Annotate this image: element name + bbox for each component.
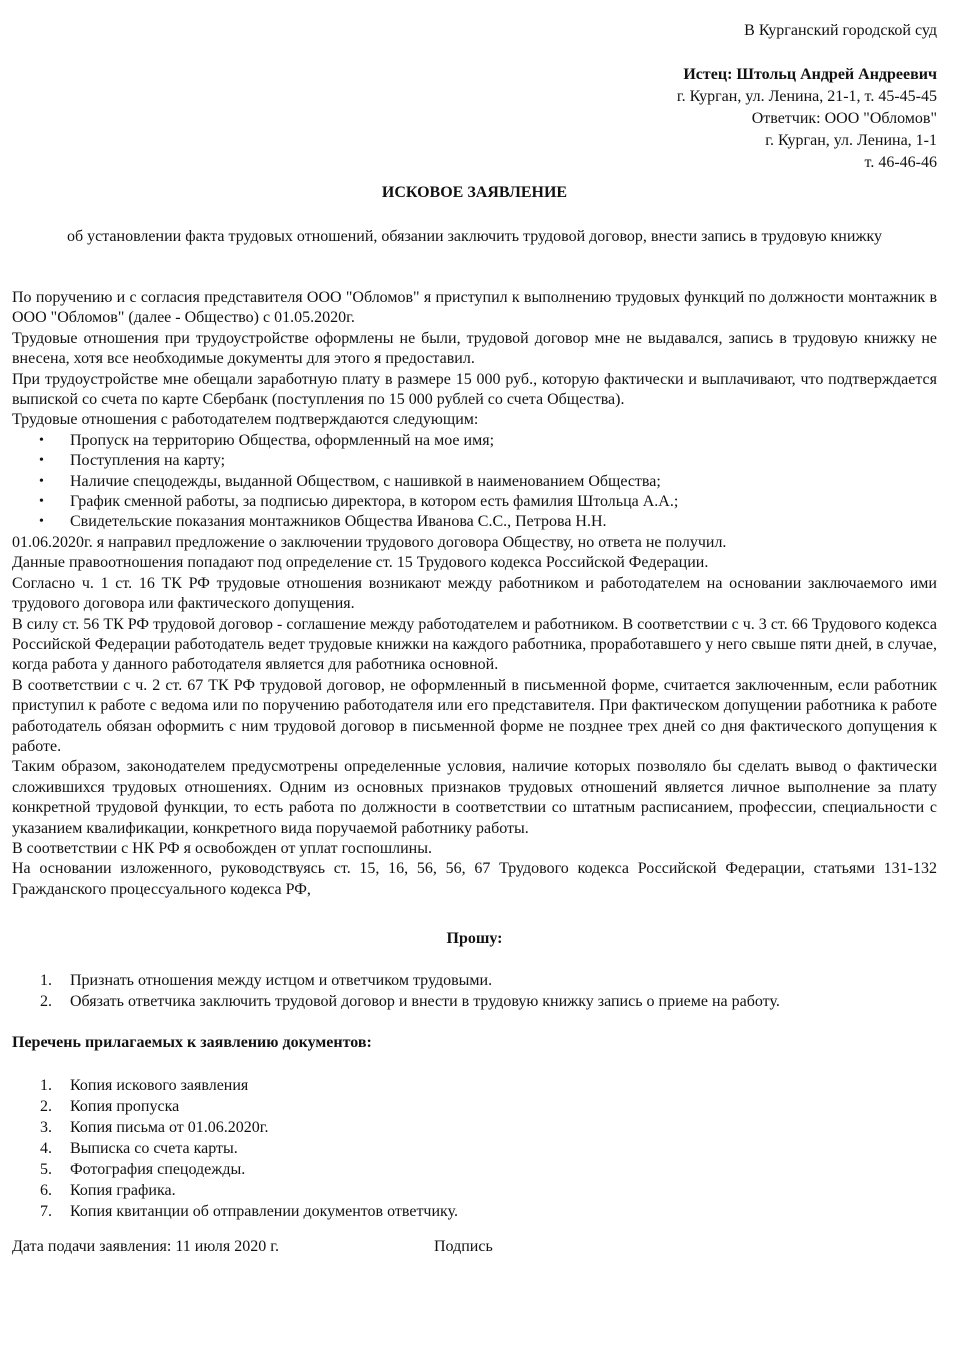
bullet-icon: • <box>39 453 44 469</box>
list-item: 4. Выписка со счета карты. <box>40 1140 238 1157</box>
claim-body <box>12 288 937 900</box>
request-list <box>12 970 937 1012</box>
paragraph: 01.06.2020г. я направил предложение о заключении трудового договора Обществу, но ответа не получил. <box>12 533 727 551</box>
defendant-phone: т. 46-46-46 <box>864 154 937 171</box>
document-title: ИСКОВОЕ ЗАЯВЛЕНИЕ <box>381 184 568 201</box>
list-item: • Свидетельские показания монтажников Общества Иванова С.С., Петрова Н.Н. <box>12 512 937 532</box>
plaintiff-address: г. Курган, ул. Ленина, 21-1, т. 45-45-45 <box>676 88 937 105</box>
paragraph: В соответствии с ч. 2 ст. 67 ТК РФ трудовой договор, не оформленный в письменной форме, считается заключенным, если работник приступил к работе с ведома или по поручению работодателя или его представителя. При фактическом допущении работника к работе работодатель обязан оформить с ним трудовой договор в письменной форме не позднее трех дней со дня фактического допущения к работе. <box>12 676 937 755</box>
paragraph: Данные правоотношения попадают под определение ст. 15 Трудового кодекса Российской Федерации. <box>12 554 709 572</box>
list-item: • Наличие спецодежды, выданной Обществом, с нашивкой в наименованием Общества; <box>12 472 937 492</box>
defendant-name: Ответчик: ООО "Обломов" <box>751 110 937 127</box>
list-item: 2. Копия пропуска <box>40 1098 180 1115</box>
paragraph: Трудовые отношения с работодателем подтверждаются следующим: <box>12 411 479 429</box>
attachments-list <box>12 1075 937 1222</box>
list-item: 7. Копия квитанции об отправлении документов ответчику. <box>40 1203 458 1220</box>
list-item: 3. Копия письма от 01.06.2020г. <box>40 1119 269 1136</box>
bullet-icon: • <box>39 432 44 448</box>
paragraph: Согласно ч. 1 ст. 16 ТК РФ трудовые отношения возникают между работником и работодателем на основании заключаемого ими трудового договора или фактического допущения. <box>12 574 937 613</box>
document-subtitle: об установлении факта трудовых отношений, обязании заключить трудовой договор, внести запись в трудовую книжку <box>66 228 883 245</box>
list-item: 2. Обязать ответчика заключить трудовой договор и внести в трудовую книжку запись о приеме на работу. <box>40 993 780 1010</box>
request-heading: Прошу: <box>446 930 503 947</box>
filing-date: Дата подачи заявления: 11 июля 2020 г. <box>12 1238 279 1255</box>
list-item: 5. Фотография спецодежды. <box>40 1161 246 1178</box>
signature-label: Подпись <box>434 1238 493 1255</box>
paragraph: По поручению и с согласия представителя ООО "Обломов" я приступил к выполнению трудовых функций по должности монтажник в ООО "Обломов" (далее - Общество) с 01.05.2020г. <box>12 289 937 327</box>
paragraph: Трудовые отношения при трудоустройстве оформлены не были, трудовой договор мне не выдавался, запись в трудовую книжку не внесена, хотя все необходимые документы для этого я предоставил. <box>12 329 937 368</box>
list-item: • Поступления на карту; <box>12 451 937 471</box>
list-item: 1. Копия искового заявления <box>40 1077 249 1094</box>
paragraph: В соответствии с НК РФ я освобожден от уплат госпошлины. <box>12 839 432 857</box>
paragraph: Таким образом, законодателем предусмотрены определенные условия, наличие которых позволяло бы сделать вывод о фактически сложившихся трудовых отношениях. Одним из основных признаков трудовых отношений является личное выполнение за плату конкретной трудовой функции, то есть работа по должности в соответствии со штатным расписанием, профессии, специальности с указанием квалификации, конкретного вида поручаемой работнику работы. <box>12 758 937 837</box>
plaintiff-name: Истец: Штольц Андрей Андреевич <box>683 66 937 83</box>
list-item: 6. Копия графика. <box>40 1182 176 1199</box>
list-item: • Пропуск на территорию Общества, оформленный на мое имя; <box>12 431 937 451</box>
attachments-heading: Перечень прилагаемых к заявлению документов: <box>12 1034 372 1051</box>
bullet-icon: • <box>39 514 44 530</box>
list-item: • График сменной работы, за подписью директора, в котором есть фамилия Штольца А.А.; <box>12 492 937 512</box>
paragraph: При трудоустройстве мне обещали заработную плату в размере 15 000 руб., которую фактически и выплачивают, что подтверждается выпиской со счета по карте Сбербанк (поступления по 15 000 рублей со счета Общества). <box>12 370 937 409</box>
parties-block <box>677 64 937 174</box>
bullet-icon: • <box>39 473 44 489</box>
court-addressee: В Курганский городской суд <box>744 22 937 39</box>
bullet-icon: • <box>39 494 44 510</box>
list-item: 1. Признать отношения между истцом и ответчиком трудовыми. <box>40 972 493 989</box>
evidence-list <box>12 431 937 533</box>
defendant-address: г. Курган, ул. Ленина, 1-1 <box>765 132 937 149</box>
paragraph: В силу ст. 56 ТК РФ трудовой договор - соглашение между работодателем и работником. В соответствии с ч. 3 ст. 66 Трудового кодекса Российской Федерации работодатель ведет трудовые книжки на каждого работника, проработавшего у него свыше пяти дней, в случае, когда работа у данного работодателя является для работника основной. <box>12 615 937 674</box>
paragraph: На основании изложенного, руководствуясь ст. 15, 16, 56, 56, 67 Трудового кодекса Российской Федерации, статьями 131-132 Гражданского процессуального кодекса РФ, <box>12 860 937 898</box>
